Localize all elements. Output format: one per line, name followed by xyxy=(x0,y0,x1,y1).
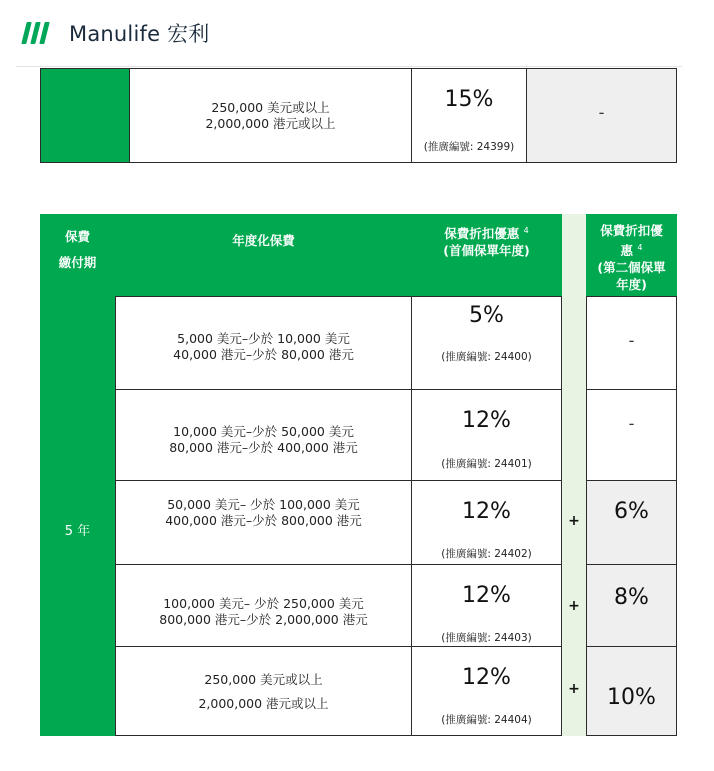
table-row-second-year xyxy=(586,389,677,481)
discount-value: 15% xyxy=(444,87,494,112)
top-range-cell xyxy=(129,68,412,163)
table-row-second-year xyxy=(586,296,677,390)
promo-code: (推廣編號: 24403) xyxy=(441,632,532,644)
plus-sign: + xyxy=(568,681,580,697)
header-line: (首個保單年度) xyxy=(443,243,530,259)
footnote-marker: 4 xyxy=(637,243,643,252)
top-discount-cell xyxy=(411,68,527,163)
promo-code: (推廣編號: 24401) xyxy=(441,458,532,470)
table-row-second-year xyxy=(586,564,677,647)
footnote-marker: 4 xyxy=(523,226,529,235)
range-line: 40,000 港元–少於 80,000 港元 xyxy=(173,347,354,362)
payment-term-column xyxy=(40,214,115,736)
range-line: 10,000 美元–少於 50,000 美元 xyxy=(173,424,354,439)
header-line: 保費折扣優惠 xyxy=(444,226,520,242)
second-year-discount-header xyxy=(586,214,677,296)
first-year-discount-header xyxy=(411,214,562,296)
table-row-discount xyxy=(411,296,562,390)
second-year-value: - xyxy=(628,414,635,433)
plus-sign: + xyxy=(568,598,580,614)
header-line: 年度) xyxy=(616,277,647,293)
header-line: 保費 xyxy=(64,229,90,244)
discount-value: 12% xyxy=(462,499,511,524)
discount-value: 5% xyxy=(469,303,504,328)
table-row-range xyxy=(115,296,412,390)
header-line: (第二個保單 xyxy=(597,260,666,276)
range-line: 2,000,000 港元或以上 xyxy=(205,115,336,131)
top-term-cell xyxy=(40,68,130,163)
range-line: 80,000 港元–少於 400,000 港元 xyxy=(169,440,358,455)
range-line: 800,000 港元–少於 2,000,000 港元 xyxy=(159,611,368,627)
second-year-value: 10% xyxy=(607,685,656,710)
table-row-second-year xyxy=(586,646,677,736)
promo-code: (推廣編號: 24402) xyxy=(441,548,532,560)
table-row-range xyxy=(115,480,412,565)
table-row-discount xyxy=(411,480,562,565)
promo-code: (推廣編號: 24404) xyxy=(441,714,532,726)
table-row-discount xyxy=(411,564,562,647)
payment-term-header xyxy=(40,224,115,276)
table-row-range xyxy=(115,646,412,736)
payment-term-value: 5 年 xyxy=(64,524,91,539)
table-row-range xyxy=(115,564,412,647)
plus-column xyxy=(562,214,586,736)
header-line: 年度化保費 xyxy=(232,233,295,248)
header-line: 繳付期 xyxy=(58,255,97,270)
second-year-value: - xyxy=(628,331,635,350)
table-row-second-year xyxy=(586,480,677,565)
range-line: 5,000 美元–少於 10,000 美元 xyxy=(177,331,350,346)
discount-value: 12% xyxy=(462,408,511,433)
header-divider xyxy=(16,66,682,67)
range-line: 100,000 美元– 少於 250,000 美元 xyxy=(163,595,364,611)
promo-code: (推廣編號: 24399) xyxy=(423,141,515,153)
top-second-year-cell xyxy=(526,68,677,163)
header-line: 惠 xyxy=(620,243,634,259)
second-year-value: 6% xyxy=(614,499,649,524)
range-line: 250,000 美元或以上 xyxy=(204,672,323,687)
plus-sign: + xyxy=(568,513,580,529)
header-line: 保費折扣優 xyxy=(600,223,663,238)
annualized-premium-header xyxy=(115,214,412,296)
manulife-logo-icon xyxy=(22,22,50,46)
range-line: 50,000 美元– 少於 100,000 美元 xyxy=(167,497,360,512)
promo-code: (推廣編號: 24400) xyxy=(441,351,532,363)
brand-name: Manulife 宏利 xyxy=(69,22,210,46)
discount-value: 12% xyxy=(462,583,511,608)
discount-value: 12% xyxy=(462,665,511,690)
table-row-range xyxy=(115,389,412,481)
range-line: 400,000 港元–少於 800,000 港元 xyxy=(165,513,362,528)
second-year-value: - xyxy=(598,103,605,122)
range-line: 2,000,000 港元或以上 xyxy=(198,696,329,711)
table-row-discount xyxy=(411,389,562,481)
table-row-discount xyxy=(411,646,562,736)
second-year-value: 8% xyxy=(614,585,649,610)
range-line: 250,000 美元或以上 xyxy=(211,99,330,115)
